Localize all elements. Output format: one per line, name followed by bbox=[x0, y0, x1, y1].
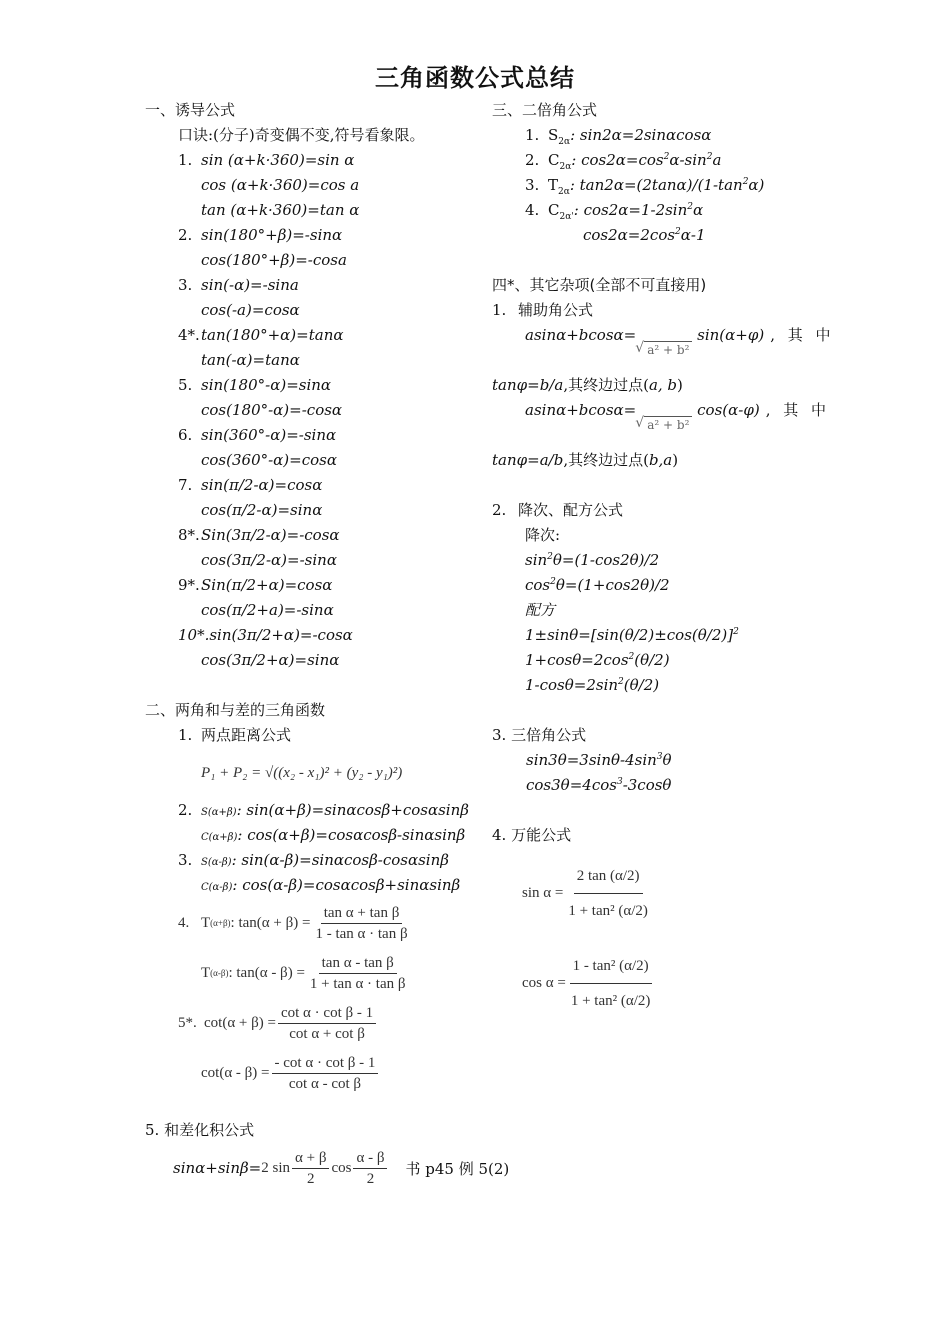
formula-row: tan (α+k·360)=tan α bbox=[201, 201, 360, 219]
formula-row: 6. sin(360°-α)=-sinα bbox=[178, 426, 337, 444]
tan-sum-formula: 4. T (α+β) : tan(α + β) = $\frac{\text{tan α + tan β}}{\text{1 - tan α · tan β}}$ bbox=[178, 904, 408, 942]
formula-row: cos(3π/2-α)=-sinα bbox=[201, 551, 337, 569]
formula-row: C(α-β): cos(α-β)=cosαcosβ+sinαsinβ bbox=[201, 876, 461, 894]
sum-to-product-section bbox=[145, 1118, 509, 1193]
formula-row: 1. $S_{2\alpha}$: sin2α=2sinαcosα bbox=[525, 126, 712, 147]
distance-formula: P₁ + P₂ = √((x₂ - x₁)² + (y₂ - y₁)²) bbox=[201, 765, 403, 781]
formula-row: cos(180°+β)=-cosa bbox=[201, 251, 347, 269]
formula-row: 9*.Sin(π/2+α)=cosα bbox=[178, 576, 333, 594]
section-sum-to-product-heading: 5. 和差化积公式 bbox=[145, 1121, 255, 1139]
universal-sin-formula: sin α = $\frac{2 \tan (\alpha/2)}{\text{1 + tan² (α/2)}}$ bbox=[492, 848, 822, 938]
formula-row: cos (α+k·360)=cos a bbox=[201, 176, 360, 194]
formula-row: 7. sin(π/2-α)=cosα bbox=[178, 476, 323, 494]
formula-row: cos(π/2-α)=sinα bbox=[201, 501, 323, 519]
formula-row: 8*.Sin(3π/2-α)=-cosα bbox=[178, 526, 340, 544]
formula-row: 配方 bbox=[525, 601, 556, 619]
formula-row: $1-\cos\theta=2\sin^2(\theta/2)$ bbox=[525, 676, 660, 694]
formula-row: 1. 两点距离公式 bbox=[178, 726, 292, 744]
page-title: 三角函数公式总结 bbox=[375, 64, 575, 92]
formula-row: 1. 辅助角公式 bbox=[492, 301, 594, 319]
cot-difference-formula: cot(α - β) = $\frac{\text{- cot α · cot β - 1}}{\text{cot α - cot β}}$ bbox=[145, 1048, 475, 1098]
formula-row: 3. sin(-α)=-sina bbox=[178, 276, 299, 294]
section-triple-angle-heading: 3. 三倍角公式 bbox=[492, 726, 587, 744]
formula-row: 3. $T_{2\alpha}$: $\tan 2\alpha=(2\tan\alpha)/(1-\tan^2\alpha)$ bbox=[525, 176, 765, 197]
formula-row: $1\pm\sin\theta=[\sin(\theta/2)\pm\cos(\theta/2)]^2$ bbox=[525, 626, 739, 644]
formula-row: cos(π/2+a)=-sinα bbox=[201, 601, 334, 619]
formula-row: tanφ=b/a,其终边过点(a, b) bbox=[492, 376, 683, 394]
formula-row: $\sin^2\theta=(1-\cos 2\theta)/2$ bbox=[525, 551, 660, 569]
right-column bbox=[492, 98, 835, 1028]
left-column bbox=[145, 98, 475, 1098]
formula-row: 降次: bbox=[525, 526, 561, 544]
aux-angle-formula-2: asinα+bcosα=√ a² + b² cos(α-φ) , 其 中 bbox=[492, 398, 822, 448]
formula-row: cos(3π/2+α)=sinα bbox=[201, 651, 340, 669]
section-universal-heading: 4. 万能公式 bbox=[492, 826, 572, 844]
formula-row: $\cos^2\theta=(1+\cos 2\theta)/2$ bbox=[525, 576, 670, 594]
formula-row: 2. S(α+β): sin(α+β)=sinαcosβ+cosαsinβ bbox=[178, 801, 469, 819]
section-sum-difference-heading: 二、两角和与差的三角函数 bbox=[145, 701, 326, 719]
formula-row: $\cos 2\alpha=2\cos^2\alpha-1$ bbox=[583, 226, 706, 244]
formula-row: $1+\cos\theta=2\cos^2(\theta/2)$ bbox=[525, 651, 670, 669]
formula-row: tan(-α)=tanα bbox=[201, 351, 300, 369]
section-double-angle-heading: 三、二倍角公式 bbox=[492, 101, 598, 119]
section-misc-heading: 四*、其它杂项(全部不可直接用) bbox=[492, 276, 707, 294]
formula-row: 1. sin (α+k·360)=sin α bbox=[178, 151, 355, 169]
formula-row: cos(-a)=cosα bbox=[201, 301, 300, 319]
section-induction-heading: 一、诱导公式 bbox=[145, 101, 236, 119]
formula-row: tanφ=a/b,其终边过点(b,a) bbox=[492, 451, 679, 469]
mnemonic: 口诀:(分子)奇变偶不变,符号看象限。 bbox=[178, 126, 425, 144]
formula-row: $\cos 3\theta=4\cos^3-3\cos\theta$ bbox=[526, 776, 672, 794]
formula-row: cos(180°-α)=-cosα bbox=[201, 401, 343, 419]
universal-cos-formula: cos α = $\frac{\text{1 - tan² (α/2)}}{\text{1 + tan² (α/2)}}$ bbox=[492, 938, 822, 1028]
tan-difference-formula: T (α-β) : tan(α - β) = $\frac{\text{tan α - tan β}}{\text{1 + tan α · tan β}}$ bbox=[201, 954, 406, 992]
formula-row: cos(360°-α)=cosα bbox=[201, 451, 337, 469]
formula-row: 3. S(α-β): sin(α-β)=sinαcosβ-cosαsinβ bbox=[178, 851, 449, 869]
formula-row: 2. 降次、配方公式 bbox=[492, 501, 624, 519]
formula-row: $\sin 3\theta=3\sin\theta-4\sin^3\theta$ bbox=[526, 751, 672, 769]
aux-angle-formula-1: asinα+bcosα=√ a² + b² sin(α+φ) , 其 中 bbox=[492, 323, 822, 373]
formula-row: 2. $C_{2\alpha}$: $\cos 2\alpha=\cos^2\alpha-\sin^2a$ bbox=[525, 151, 722, 172]
formula-row: C(α+β): cos(α+β)=cosαcosβ-sinαsinβ bbox=[201, 826, 466, 844]
sum-to-product-formula: sinα+sinβ= 2 sin $\frac{\alpha + \beta}{2}$ cos $\frac{\alpha - \beta}{2}$ 书 p45 例 5(2) bbox=[173, 1149, 510, 1187]
formula-row: 2. sin(180°+β)=-sinα bbox=[178, 226, 343, 244]
formula-row: 4. $C_{2\alpha'}$: $\cos 2\alpha=1-2\sin^2\alpha$ bbox=[525, 201, 704, 222]
formula-row: 4*.tan(180°+α)=tanα bbox=[178, 326, 344, 344]
formula-row: 5. sin(180°-α)=sinα bbox=[178, 376, 332, 394]
formula-row: 10*.sin(3π/2+α)=-cosα bbox=[178, 626, 353, 644]
cot-sum-formula: 5*. cot(α + β) = $\frac{\text{cot α · cot β - 1}}{\text{cot α + cot β}}$ bbox=[145, 998, 475, 1048]
